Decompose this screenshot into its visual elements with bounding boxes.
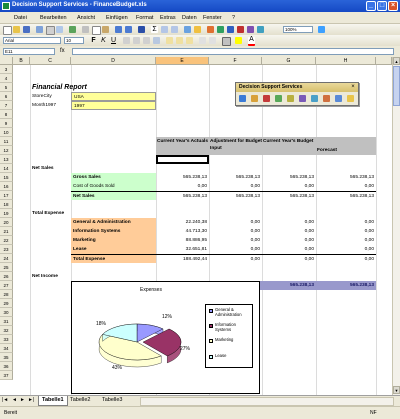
row-header[interactable]: 26 (0, 272, 13, 281)
total-expense-forecast[interactable]: 0,00 (316, 254, 376, 263)
bold-icon[interactable]: F (91, 37, 96, 44)
cogs-forecast[interactable]: 0,00 (364, 184, 374, 189)
row-header[interactable]: 36 (0, 362, 13, 371)
dss-2-icon[interactable] (217, 26, 224, 33)
expense-actuals[interactable]: 22.240,38 (185, 220, 207, 225)
cut-icon[interactable] (82, 26, 89, 33)
row-header[interactable]: 31 (0, 317, 13, 326)
row-header[interactable]: 7 (0, 101, 13, 110)
expense-adjustment[interactable]: 0,00 (250, 247, 260, 252)
expense-budget[interactable]: 0,00 (304, 220, 314, 225)
merge-center-icon[interactable] (153, 37, 160, 44)
tab-nav-prev-icon[interactable]: ◄ (12, 397, 17, 403)
legend-label: General & Administration (215, 307, 242, 317)
decrease-indent-icon[interactable] (199, 37, 206, 44)
print-preview-icon[interactable] (56, 26, 63, 33)
column-header-i[interactable] (376, 57, 392, 65)
row-header[interactable]: 11 (0, 137, 13, 146)
scroll-up-icon[interactable]: ▲ (394, 59, 399, 64)
expense-actuals[interactable]: 32.651,81 (185, 247, 207, 252)
minimize-button[interactable]: _ (366, 1, 376, 11)
menu-bearbeiten[interactable]: Bearbeiten (40, 15, 67, 21)
row-header[interactable]: 3 (0, 65, 13, 74)
menu-einfuegen[interactable]: Einfügen (106, 15, 128, 21)
net-sales-label: Net Sales (71, 191, 156, 200)
menu-daten[interactable]: Daten (182, 15, 197, 21)
chart-title: Expenses (140, 287, 162, 293)
tab-tabelle1[interactable]: Tabelle1 (38, 396, 68, 406)
align-right-icon[interactable] (143, 37, 150, 44)
net-sales-adjustment[interactable]: 565.238,13 (209, 191, 262, 200)
new-icon[interactable] (3, 26, 12, 35)
row-header[interactable]: 4 (0, 74, 13, 83)
italic-icon[interactable]: K (101, 37, 106, 44)
permission-icon[interactable] (36, 26, 43, 33)
row-header[interactable]: 27 (0, 281, 13, 290)
row-header[interactable]: 13 (0, 155, 13, 164)
align-center-icon[interactable] (133, 37, 140, 44)
print-icon[interactable] (46, 26, 55, 35)
expense-label: Information Systems (71, 227, 156, 236)
month-value-cell[interactable]: 1997 (71, 101, 156, 110)
menu-ansicht[interactable]: Ansicht (77, 15, 96, 21)
drawing-icon[interactable] (194, 26, 201, 33)
row-header[interactable]: 14 (0, 164, 13, 173)
expense-forecast[interactable]: 0,00 (364, 220, 374, 225)
legend-label: Lease (215, 353, 227, 358)
dss-calc-icon[interactable] (311, 95, 318, 102)
net-sales-actuals[interactable]: 565.238,13 (156, 191, 209, 200)
header-forecast: Forecast (317, 148, 337, 153)
cogs-adjustment[interactable]: 0,00 (250, 184, 260, 189)
scroll-down-icon[interactable]: ▼ (394, 388, 399, 393)
tab-tabelle3[interactable]: Tabelle3 (102, 397, 123, 403)
column-header-e[interactable]: E (156, 57, 209, 65)
total-expense-label: Total Expense (71, 254, 156, 263)
dss-help-icon[interactable] (347, 95, 354, 102)
horizontal-scrollbar[interactable] (140, 397, 394, 406)
expense-adjustment[interactable]: 0,00 (250, 220, 260, 225)
row-header[interactable]: 30 (0, 308, 13, 317)
expenses-chart[interactable] (71, 281, 260, 394)
pie-slices (99, 324, 181, 367)
column-header-f[interactable]: F (209, 57, 262, 65)
net-income-forecast[interactable]: 565.238,13 (349, 283, 374, 288)
expense-budget[interactable]: 0,00 (304, 238, 314, 243)
column-header-g[interactable]: G (262, 57, 316, 65)
row-header[interactable]: 12 (0, 146, 13, 155)
header-budget: Current Year's Budget (263, 139, 314, 144)
expense-actuals[interactable]: 88.886,95 (185, 238, 207, 243)
font-select[interactable]: Arial (3, 37, 61, 44)
tab-nav-first-icon[interactable]: |◄ (2, 397, 9, 403)
row-header[interactable]: 16 (0, 182, 13, 191)
column-header-b[interactable]: B (13, 57, 30, 65)
row-header[interactable]: 18 (0, 200, 13, 209)
menu-fenster[interactable]: Fenster (203, 15, 222, 21)
maximize-button[interactable]: □ (377, 1, 387, 11)
row-header[interactable]: 9 (0, 119, 13, 128)
store-label: StoreCity (32, 94, 52, 99)
zoom-select[interactable]: 100% (283, 26, 313, 33)
month-label: Month1997 (32, 103, 57, 108)
title-bar (0, 0, 400, 12)
dss-6-icon[interactable] (257, 26, 264, 33)
cogs-budget[interactable]: 0,00 (304, 184, 314, 189)
save-icon[interactable] (23, 26, 30, 33)
underline-icon[interactable]: U (110, 37, 117, 44)
window-title: Decision Support Services - FinanceBudget.xls (12, 2, 147, 8)
net-sales-budget[interactable]: 565.238,13 (262, 191, 316, 200)
gross-sales-adjustment[interactable]: 565.238,13 (235, 175, 260, 180)
row-header[interactable]: 23 (0, 245, 13, 254)
row-header[interactable]: 22 (0, 236, 13, 245)
chart-wizard-icon[interactable] (184, 26, 191, 33)
row-header[interactable]: 15 (0, 173, 13, 182)
row-header[interactable]: 8 (0, 110, 13, 119)
row-header[interactable]: 37 (0, 371, 13, 380)
formula-input[interactable] (72, 48, 394, 55)
sheet-tab-bar (0, 395, 400, 406)
sort-asc-icon[interactable] (161, 26, 168, 33)
pie-data-label: 12% (162, 314, 173, 320)
percent-icon[interactable] (176, 37, 183, 44)
spelling-icon[interactable] (69, 26, 76, 33)
dss-drill-icon[interactable] (263, 95, 270, 102)
menu-datei[interactable]: Datei (14, 15, 27, 21)
paste-icon[interactable] (102, 26, 109, 33)
status-text: Bereit (4, 410, 18, 416)
menu-extras[interactable]: Extras (160, 15, 176, 21)
chart-legend (205, 304, 253, 368)
legend-label: Marketing (215, 337, 234, 342)
sort-desc-icon[interactable] (171, 26, 178, 33)
dss-floating-toolbar[interactable] (235, 82, 359, 106)
net-sales-forecast[interactable]: 565.238,13 (316, 191, 376, 200)
dss-4-icon[interactable] (237, 26, 244, 33)
legend-swatch (209, 355, 213, 359)
total-expense-actuals[interactable]: 188.492,44 (156, 254, 209, 263)
expense-forecast[interactable]: 0,00 (364, 238, 374, 243)
status-bar (0, 406, 400, 419)
row-header[interactable]: 20 (0, 218, 13, 227)
expense-budget[interactable]: 0,00 (304, 229, 314, 234)
vertical-scrollbar[interactable] (392, 57, 400, 395)
expense-actuals[interactable]: 44.713,30 (185, 229, 207, 234)
row-header[interactable]: 6 (0, 92, 13, 101)
thousands-icon[interactable] (186, 37, 193, 44)
column-header-d[interactable]: D (71, 57, 156, 65)
expense-forecast[interactable]: 0,00 (364, 229, 374, 234)
row-header[interactable]: 10 (0, 128, 13, 137)
row-header[interactable]: 21 (0, 227, 13, 236)
expense-adjustment[interactable]: 0,00 (250, 229, 260, 234)
close-icon[interactable]: × (351, 84, 355, 90)
expense-label: Marketing (71, 236, 156, 245)
select-all-corner[interactable] (0, 57, 13, 65)
dss-1-icon[interactable] (207, 26, 214, 33)
legend-swatch (209, 309, 213, 313)
dss-toolbar-title[interactable]: Decision Support Services (236, 83, 358, 92)
column-header-c[interactable]: C (30, 57, 71, 65)
row-header[interactable]: 5 (0, 83, 13, 92)
autosum-icon[interactable]: Σ (152, 26, 157, 33)
function-icon[interactable]: fx (60, 48, 65, 54)
cogs-label: Cost of Goods Sold (71, 182, 156, 191)
gross-sales-actuals[interactable]: 565.238,13 (182, 175, 207, 180)
row-header[interactable]: 34 (0, 344, 13, 353)
increase-indent-icon[interactable] (209, 37, 216, 44)
legend-label: Information Systems (215, 322, 236, 332)
name-box[interactable]: E11 (3, 48, 55, 55)
menu-bar (0, 12, 400, 24)
total-expense-section: Total Expense (32, 211, 65, 216)
currency-icon[interactable] (166, 37, 173, 44)
expense-label: Lease (71, 245, 156, 254)
expense-label: General & Administration (71, 218, 156, 227)
redo-icon[interactable] (125, 26, 132, 33)
expense-adjustment[interactable]: 0,00 (250, 238, 260, 243)
row-header[interactable]: 19 (0, 209, 13, 218)
row-header[interactable]: 35 (0, 353, 13, 362)
net-sales-section: Net Sales (32, 166, 54, 171)
gross-sales-forecast[interactable]: 565.238,13 (349, 175, 374, 180)
fill-color-icon[interactable] (235, 37, 242, 44)
dss-member-icon[interactable] (287, 95, 294, 102)
copy-icon[interactable] (92, 26, 101, 35)
dss-submit-icon[interactable] (251, 95, 258, 102)
row-header[interactable]: 29 (0, 299, 13, 308)
expense-budget[interactable]: 0,00 (304, 247, 314, 252)
header-adjustment: Adjustment for Budget Input (210, 139, 262, 151)
legend-swatch (209, 324, 213, 328)
dss-retrieve-icon[interactable] (239, 95, 246, 102)
store-value-cell[interactable]: USA (71, 92, 156, 101)
tab-nav-next-icon[interactable]: ► (20, 397, 25, 403)
total-expense-adjustment[interactable]: 0,00 (209, 254, 262, 263)
dss-pivot-icon[interactable] (275, 95, 282, 102)
row-header[interactable]: 32 (0, 326, 13, 335)
row-header[interactable]: 28 (0, 290, 13, 299)
cogs-actuals[interactable]: 0,00 (197, 184, 207, 189)
pie-data-label: 27% (180, 346, 191, 352)
menu-help[interactable]: ? (232, 15, 236, 21)
report-title: Financial Report (32, 84, 87, 91)
row-header[interactable]: 17 (0, 191, 13, 200)
pie-data-label: 43% (112, 365, 123, 371)
gridline (376, 65, 377, 395)
font-color-icon[interactable]: A (248, 37, 255, 46)
menu-format[interactable]: Format (136, 15, 154, 21)
total-expense-budget[interactable]: 0,00 (262, 254, 316, 263)
gross-sales-budget[interactable]: 565.238,13 (289, 175, 314, 180)
tab-tabelle2[interactable]: Tabelle2 (70, 397, 91, 403)
scroll-thumb[interactable] (393, 66, 400, 106)
column-header-h[interactable]: H (316, 57, 376, 65)
align-left-icon[interactable] (123, 37, 130, 44)
row-header[interactable]: 24 (0, 254, 13, 263)
legend-swatch (209, 339, 213, 343)
row-header[interactable]: 33 (0, 335, 13, 344)
row-header[interactable]: 25 (0, 263, 13, 272)
net-income-section: Net Income (32, 274, 58, 279)
borders-icon[interactable] (222, 37, 231, 46)
dss-5-icon[interactable] (247, 26, 254, 33)
net-income-budget[interactable]: 565.238,13 (289, 283, 314, 288)
dss-3-icon[interactable] (227, 26, 234, 33)
excel-app-icon (2, 2, 10, 10)
pie-data-label: 18% (96, 321, 107, 327)
dss-report-icon[interactable] (323, 95, 330, 102)
gridline (30, 65, 31, 395)
hyperlink-icon[interactable] (138, 26, 145, 33)
gross-sales-label: Gross Sales (71, 173, 156, 182)
dss-filter-icon[interactable] (299, 95, 306, 102)
expense-forecast[interactable]: 0,00 (364, 247, 374, 252)
open-icon[interactable] (13, 26, 20, 33)
close-button[interactable]: × (388, 1, 398, 11)
help-icon[interactable] (318, 26, 325, 33)
undo-icon[interactable] (115, 26, 122, 33)
header-actuals: Current Year's Actuals (157, 139, 208, 144)
status-indicator: NF (370, 410, 377, 416)
font-size-select[interactable]: 10 (64, 37, 84, 44)
dss-options-icon[interactable] (335, 95, 342, 102)
active-cell[interactable] (156, 155, 209, 164)
tab-nav-last-icon[interactable]: ►| (28, 397, 35, 403)
